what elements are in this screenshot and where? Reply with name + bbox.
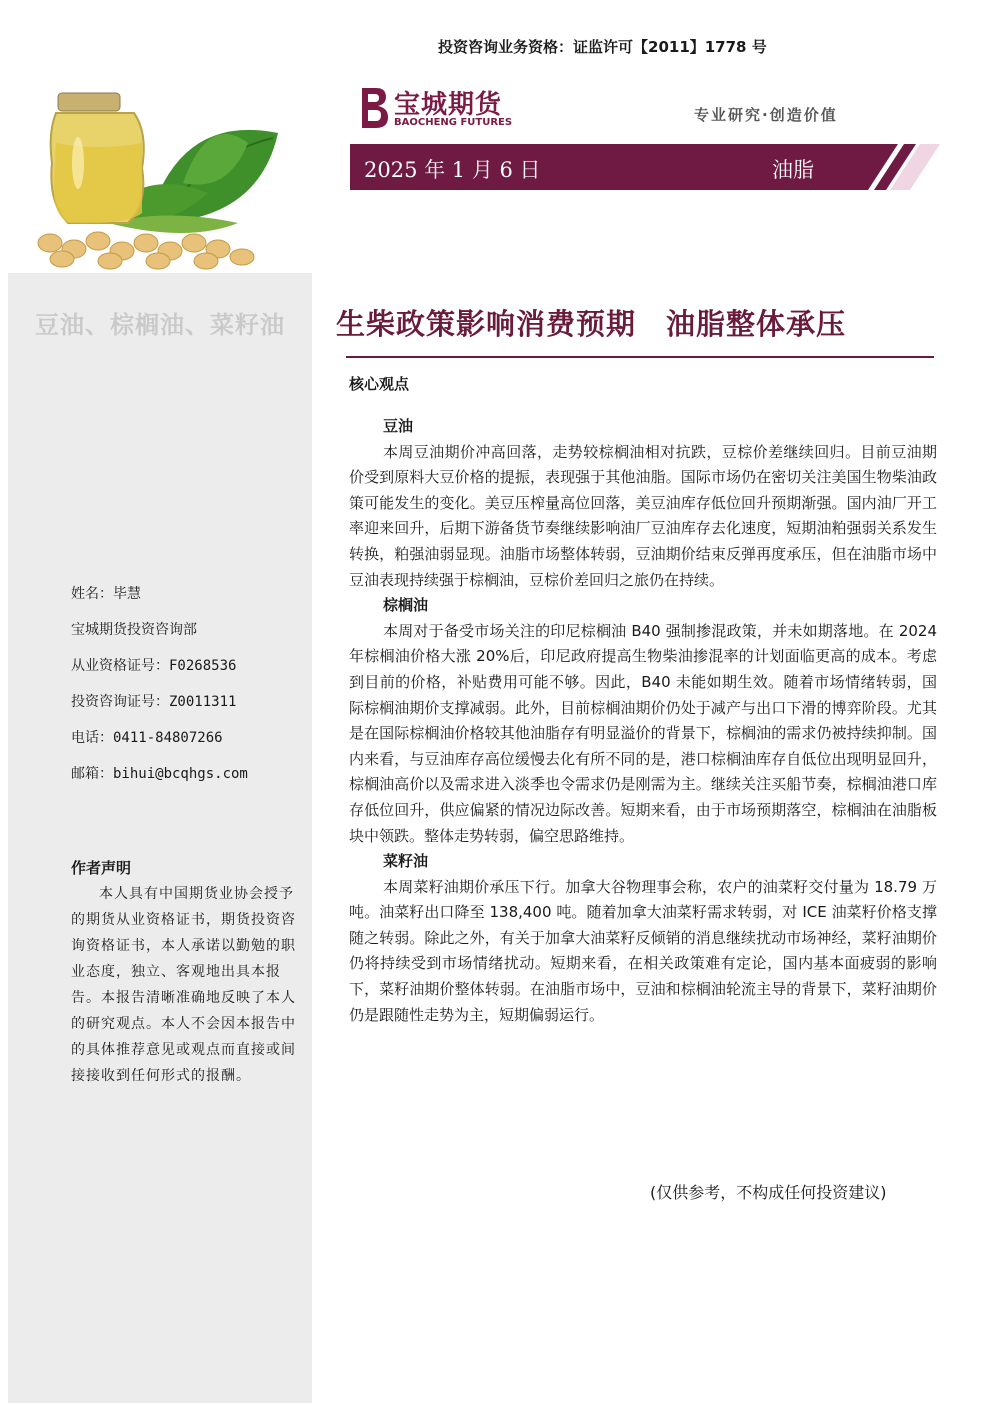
cover-photo-soybean-oil xyxy=(8,73,312,273)
sidebar-commodity-title: 豆油、棕榈油、菜籽油 xyxy=(35,311,285,339)
analyst-phone: 电话：0411-84807266 xyxy=(71,730,223,746)
report-category: 油脂 xyxy=(772,158,814,182)
analyst-email[interactable]: 邮箱：bihui@bcqhgs.com xyxy=(71,766,248,782)
section-text-soybean-oil: 本周豆油期价冲高回落，走势较棕榈油相对抗跌，豆棕价差继续回归。目前豆油期价受到原料大豆价格的提振，表现强于其他油脂。国际市场仍在密切关注美国生物柴油政策可能发生的变化。美豆压榨量高位回落，美豆油库存低位回升预期渐强。国内油厂开工率迎来回升，后期下游备货节奏继续影响油厂豆油库存去化速度，短期油粕强弱关系发生转换，粕强油弱显现。油脂市场整体转弱，豆油期价结束反弹再度承压，但在油脂市场中豆油表现持续强于棕榈油，豆棕价差回归之旅仍在持续。 xyxy=(349,442,937,589)
section-title-palm-oil: 棕榈油 xyxy=(383,596,429,615)
author-declaration-title: 作者声明 xyxy=(71,859,132,877)
report-body xyxy=(349,414,937,1028)
disclaimer: (仅供参考，不构成任何投资建议) xyxy=(650,1183,887,1202)
section-text-palm-oil: 本周对于备受市场关注的印尼棕榈油 B40 强制掺混政策，并未如期落地。在 2024 年棕榈油价格大涨 20%后，印尼政府提高生物柴油掺混率的计划面临更高的成本。考虑到目前的价格，补贴费用可能不够。因此，B40 未能如期生效。随着市场情绪转弱，国际棕榈油期价支撑减弱。此外，目前棕榈油期价仍处于减产与出口下滑的博弈阶段。尤其是在国际棕榈油价格较其他油脂存有明显溢价的背景下，棕榈油的需求仍被持续抑制。国内来看，与豆油库存高位缓慢去化有所不同的是，港口棕榈油库存自低位出现明显回升，棕榈油高价以及需求进入淡季也令需求仍是刚需为主。继续关注买船节奏，棕榈油港口库存低位回升，供应偏紧的情况边际改善。短期来看，由于市场预期落空，棕榈油在油脂板块中领跌。整体走势转弱，偏空思路维持。 xyxy=(349,621,937,845)
analyst-department: 宝城期货投资咨询部 xyxy=(71,622,197,638)
report-headline: 生柴政策影响消费预期 油脂整体承压 xyxy=(336,307,847,341)
section-text-rapeseed-oil: 本周菜籽油期价承压下行。加拿大谷物理事会称，农户的油菜籽交付量为 18.79 万吨。油菜籽出口降至 138,400 吨。随着加拿大油菜籽需求转弱，对 ICE 油菜籽价格支撑随之转弱。除此之外，有关于加拿大油菜籽反倾销的消息继续扰动市场神经，菜籽油期价仍将持续受到市场情绪扰动。短期来看，在相关政策难有定论，国内基本面疲弱的影响下，菜籽油期价整体转弱。在油脂市场中，豆油和棕榈油轮流主导的背景下，菜籽油期价仍是跟随性走势为主，短期偏弱运行。 xyxy=(349,877,937,1024)
analyst-name: 姓名：毕慧 xyxy=(71,586,141,602)
company-slogan: 专业研究·创造价值 xyxy=(694,106,838,124)
analyst-consulting-no: 投资咨询证号：Z0011311 xyxy=(71,694,237,710)
headline-divider xyxy=(346,356,934,358)
license-statement: 投资咨询业务资格：证监许可【2011】1778 号 xyxy=(438,38,767,56)
logo-chinese-name: 宝城期货 xyxy=(394,90,503,120)
left-sidebar xyxy=(8,73,312,1403)
author-declaration-text: 本人具有中国期货业协会授予的期货从业资格证书，期货投资咨询资格证书，本人承诺以勤勉的职业态度，独立、客观地出具本报告。本报告清晰准确地反映了本人的研究观点。本人不会因本报告中的具体推荐意见或观点而直接或间接接收到任何形式的报酬。 xyxy=(71,886,296,1084)
logo-english-name: BAOCHENG FUTURES xyxy=(394,117,513,128)
report-date: 2025 年 1 月 6 日 xyxy=(364,158,541,182)
section-title-rapeseed-oil: 菜籽油 xyxy=(383,852,429,871)
company-logo xyxy=(356,84,526,132)
core-views-label: 核心观点 xyxy=(349,375,410,393)
logo-mark-icon xyxy=(356,84,390,130)
analyst-qualification-no: 从业资格证号：F0268536 xyxy=(71,658,237,674)
section-title-soybean-oil: 豆油 xyxy=(383,417,414,435)
analyst-contact xyxy=(71,584,301,800)
